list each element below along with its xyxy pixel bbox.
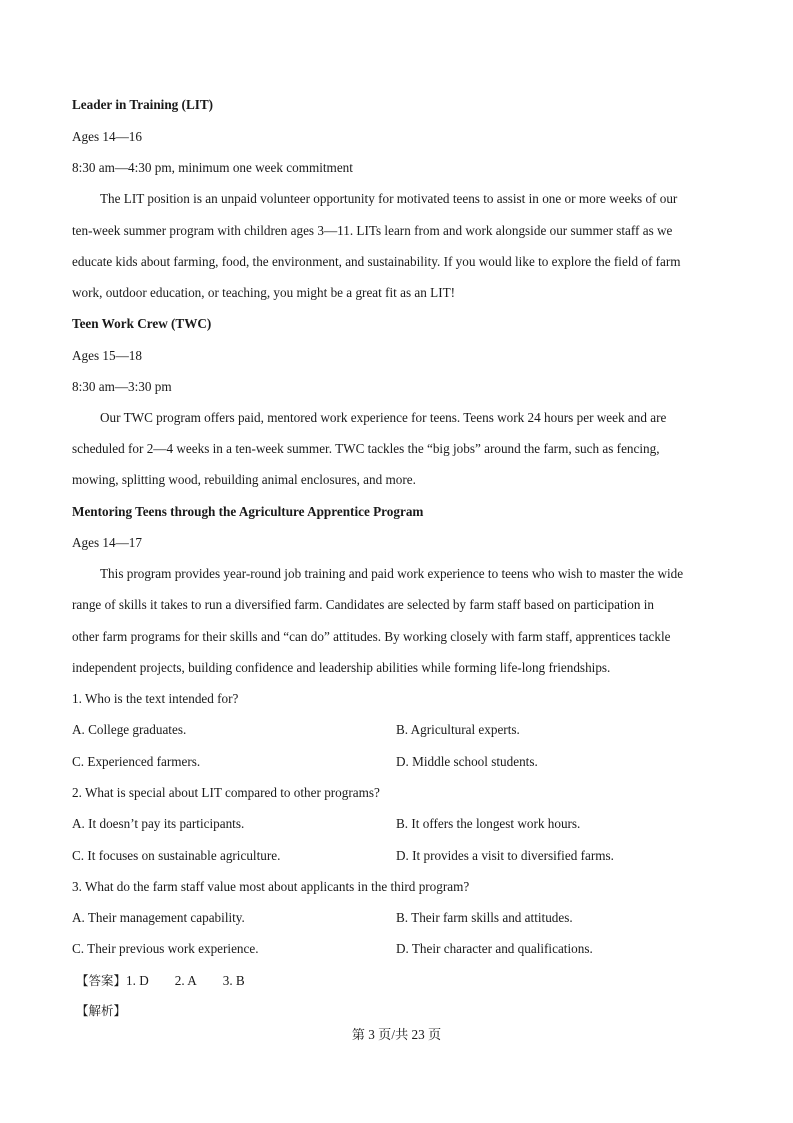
option-1a: A. College graduates. bbox=[72, 722, 187, 737]
option-3b: B. Their farm skills and attitudes. bbox=[396, 910, 573, 925]
program-desc-line: ten-week summer program with children ages 3—11. LITs learn from and work alongside our summer staff as we bbox=[72, 223, 673, 238]
analysis-line bbox=[76, 1003, 126, 1019]
program-desc-line: This program provides year-round job training and paid work experience to teens who wish to master the wide bbox=[100, 566, 684, 581]
program-ages-lit: Ages 14—16 bbox=[72, 129, 142, 144]
program-ages-twc: Ages 15—18 bbox=[72, 348, 142, 363]
page-footer: 第 3 页/共 23 页 bbox=[351, 1027, 442, 1042]
program-desc-line: The LIT position is an unpaid volunteer opportunity for motivated teens to assist in one or more weeks of our bbox=[100, 191, 678, 206]
program-desc-line: educate kids about farming, food, the environment, and sustainability. If you would like to explore the field of farm bbox=[72, 254, 681, 269]
program-desc-line: scheduled for 2—4 weeks in a ten-week summer. TWC tackles the “big jobs” around the farm, such as fencing, bbox=[72, 441, 660, 456]
answer-label: 【答案】 bbox=[76, 973, 127, 988]
program-desc-line: work, outdoor education, or teaching, you might be a great fit as an LIT! bbox=[72, 285, 456, 300]
answer-item: 2. A bbox=[174, 973, 197, 988]
answer-line bbox=[76, 973, 245, 989]
question-1: 1. Who is the text intended for? bbox=[72, 691, 239, 706]
program-title-apprentice: Mentoring Teens through the Agriculture Apprentice Program bbox=[72, 504, 424, 519]
option-3a: A. Their management capability. bbox=[72, 910, 245, 925]
program-desc-line: range of skills it takes to run a diversified farm. Candidates are selected by farm staff based on participation in bbox=[72, 597, 655, 612]
answer-item: 1. D bbox=[126, 973, 149, 988]
option-1c: C. Experienced farmers. bbox=[72, 754, 201, 769]
program-desc-line: mowing, splitting wood, rebuilding animal enclosures, and more. bbox=[72, 472, 416, 487]
analysis-label: 【解析】 bbox=[76, 1003, 127, 1018]
program-ages-apprentice: Ages 14—17 bbox=[72, 535, 142, 550]
option-2a: A. It doesn’t pay its participants. bbox=[72, 816, 245, 831]
program-desc-line: Our TWC program offers paid, mentored work experience for teens. Teens work 24 hours per week and are bbox=[100, 410, 667, 425]
program-hours-twc: 8:30 am—3:30 pm bbox=[72, 379, 172, 394]
program-title-lit: Leader in Training (LIT) bbox=[72, 97, 214, 112]
program-desc-line: independent projects, building confidence and leadership abilities while forming life-long friendships. bbox=[72, 660, 611, 675]
answer-item: 3. B bbox=[222, 973, 245, 988]
option-1d: D. Middle school students. bbox=[396, 754, 538, 769]
option-2d: D. It provides a visit to diversified farms. bbox=[396, 848, 614, 863]
option-2b: B. It offers the longest work hours. bbox=[396, 816, 581, 831]
question-2: 2. What is special about LIT compared to other programs? bbox=[72, 785, 380, 800]
option-3c: C. Their previous work experience. bbox=[72, 941, 259, 956]
option-2c: C. It focuses on sustainable agriculture. bbox=[72, 848, 281, 863]
program-title-twc: Teen Work Crew (TWC) bbox=[72, 316, 212, 331]
option-3d: D. Their character and qualifications. bbox=[396, 941, 593, 956]
program-desc-line: other farm programs for their skills and “can do” attitudes. By working closely with farm staff, apprentices tackle bbox=[72, 629, 671, 644]
question-3: 3. What do the farm staff value most about applicants in the third program? bbox=[72, 879, 470, 894]
option-1b: B. Agricultural experts. bbox=[396, 722, 520, 737]
program-hours-lit: 8:30 am—4:30 pm, minimum one week commitment bbox=[72, 160, 353, 175]
